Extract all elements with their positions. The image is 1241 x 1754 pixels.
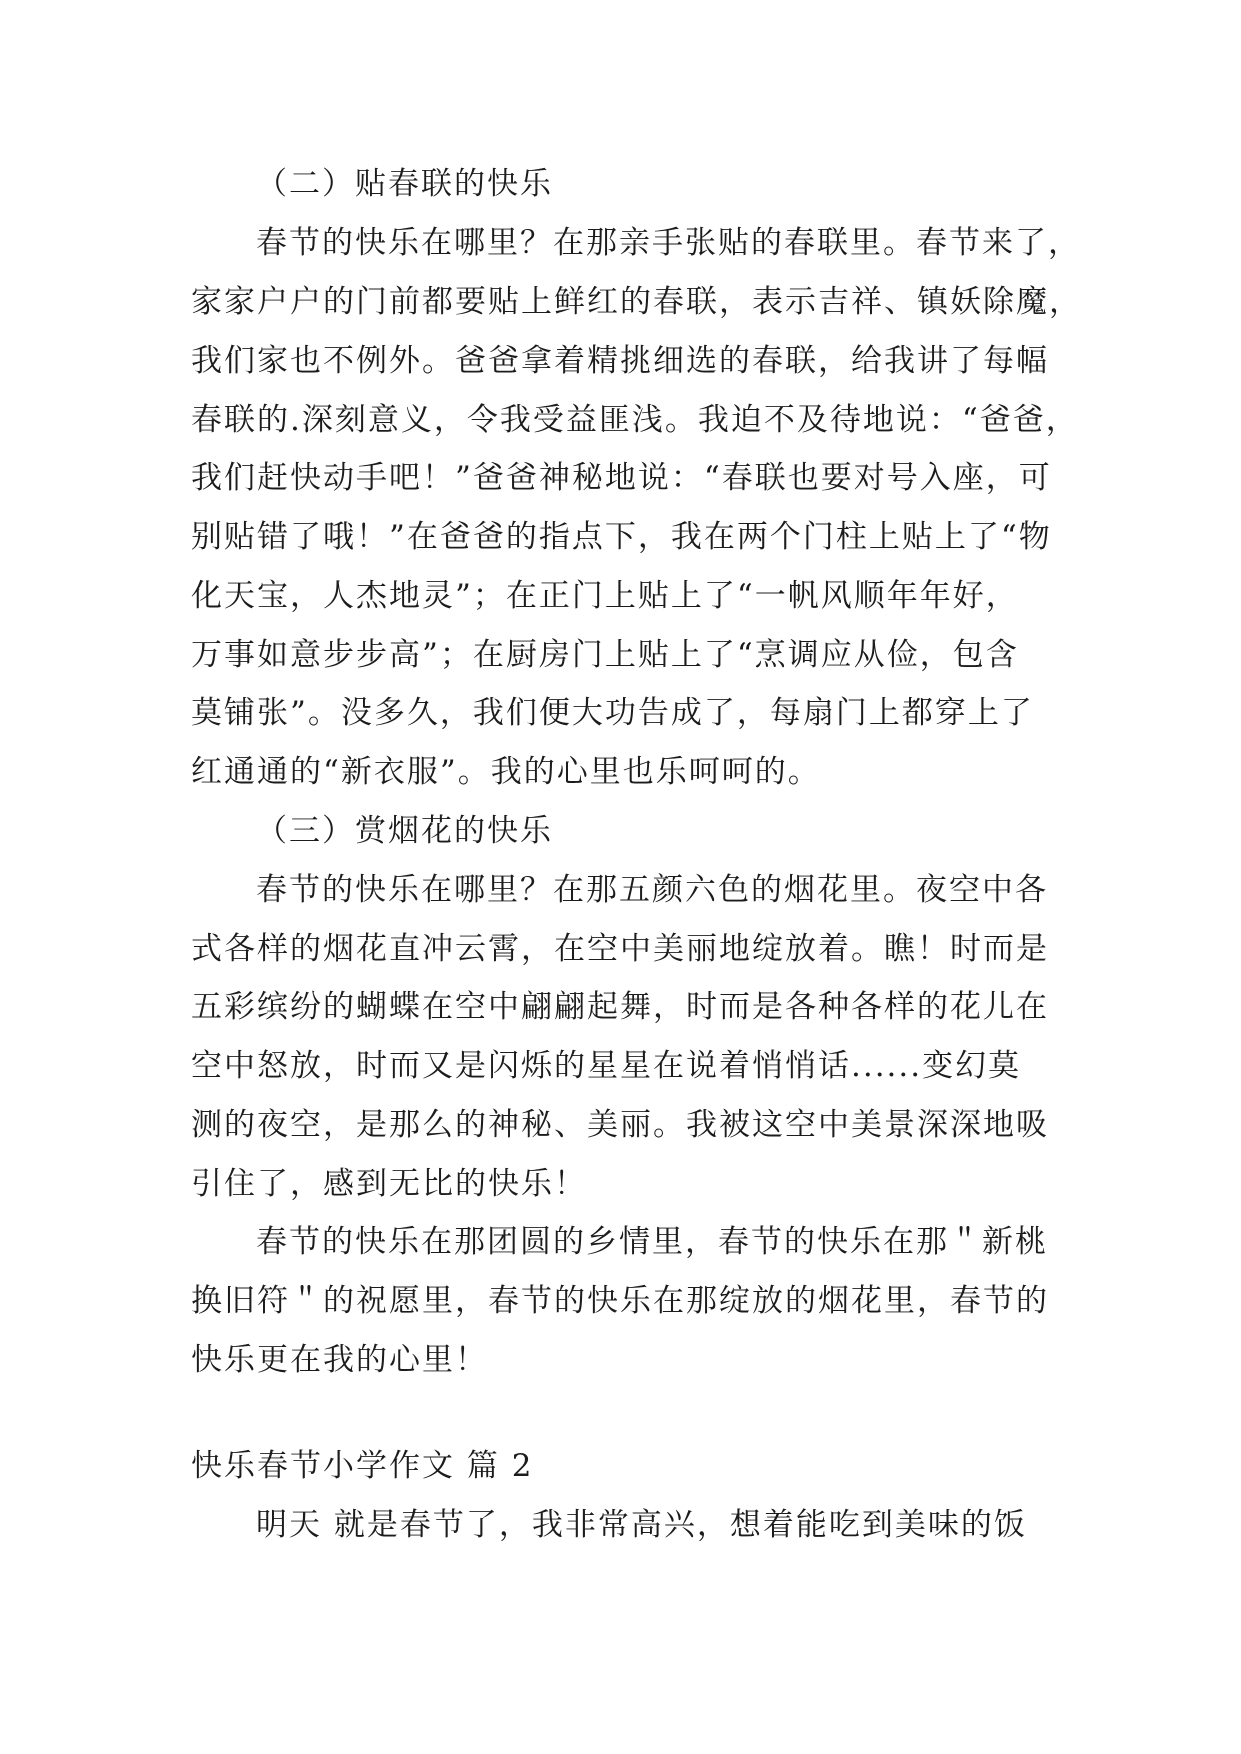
paragraph-line: 快乐更在我的心里！ — [191, 1342, 488, 1378]
essay-title: 快乐春节小学作文 篇 2 — [191, 1448, 534, 1484]
paragraph-line: 空中怒放，时而又是闪烁的星星在说着悄悄话......变幻莫 — [191, 1048, 1022, 1084]
paragraph-line: 春联的.深刻意义，令我受益匪浅。我迫不及待地说：“爸爸， — [191, 402, 1079, 438]
paragraph-line: 式各样的烟花直冲云霄，在空中美丽地绽放着。瞧！时而是 — [191, 931, 1049, 967]
paragraph-line: 我们赶快动手吧！”爸爸神秘地说：“春联也要对号入座，可 — [191, 460, 1052, 496]
paragraph-line: 化天宝，人杰地灵”；在正门上贴上了“一帆风顺年年好， — [191, 578, 1019, 614]
paragraph-line: 莫铺张”。没多久，我们便大功告成了，每扇门上都穿上了 — [191, 695, 1034, 731]
paragraph-line: 红通通的“新衣服”。我的心里也乐呵呵的。 — [191, 754, 821, 790]
paragraph-line: 别贴错了哦！”在爸爸的指点下，我在两个门柱上贴上了“物 — [191, 519, 1052, 555]
paragraph-line: 测的夜空，是那么的神秘、美丽。我被这空中美景深深地吸 — [191, 1107, 1049, 1143]
paragraph-line: 春节的快乐在哪里？在那亲手张贴的春联里。春节来了， — [256, 225, 1081, 261]
paragraph-line: 春节的快乐在哪里？在那五颜六色的烟花里。夜空中各 — [256, 872, 1048, 908]
paragraph-line: 家家户户的门前都要贴上鲜红的春联，表示吉祥、镇妖除魔， — [191, 284, 1082, 320]
paragraph-line: 换旧符＂的祝愿里，春节的快乐在那绽放的烟花里，春节的 — [191, 1283, 1049, 1319]
paragraph-line: 万事如意步步高”；在厨房门上贴上了“烹调应从俭，包含 — [191, 637, 1019, 673]
paragraph-line: 我们家也不例外。爸爸拿着精挑细选的春联，给我讲了每幅 — [191, 343, 1049, 379]
section-heading-couplets: （二）贴春联的快乐 — [256, 166, 553, 202]
paragraph-line: 明天 就是春节了，我非常高兴，想着能吃到美味的饭 — [256, 1507, 1027, 1543]
paragraph-line: 春节的快乐在那团圆的乡情里，春节的快乐在那＂新桃 — [256, 1224, 1048, 1260]
paragraph-line: 五彩缤纷的蝴蝶在空中翩翩起舞，时而是各种各样的花儿在 — [191, 989, 1049, 1025]
section-heading-fireworks: （三）赏烟花的快乐 — [256, 813, 553, 849]
paragraph-line: 引住了，感到无比的快乐！ — [191, 1166, 587, 1202]
